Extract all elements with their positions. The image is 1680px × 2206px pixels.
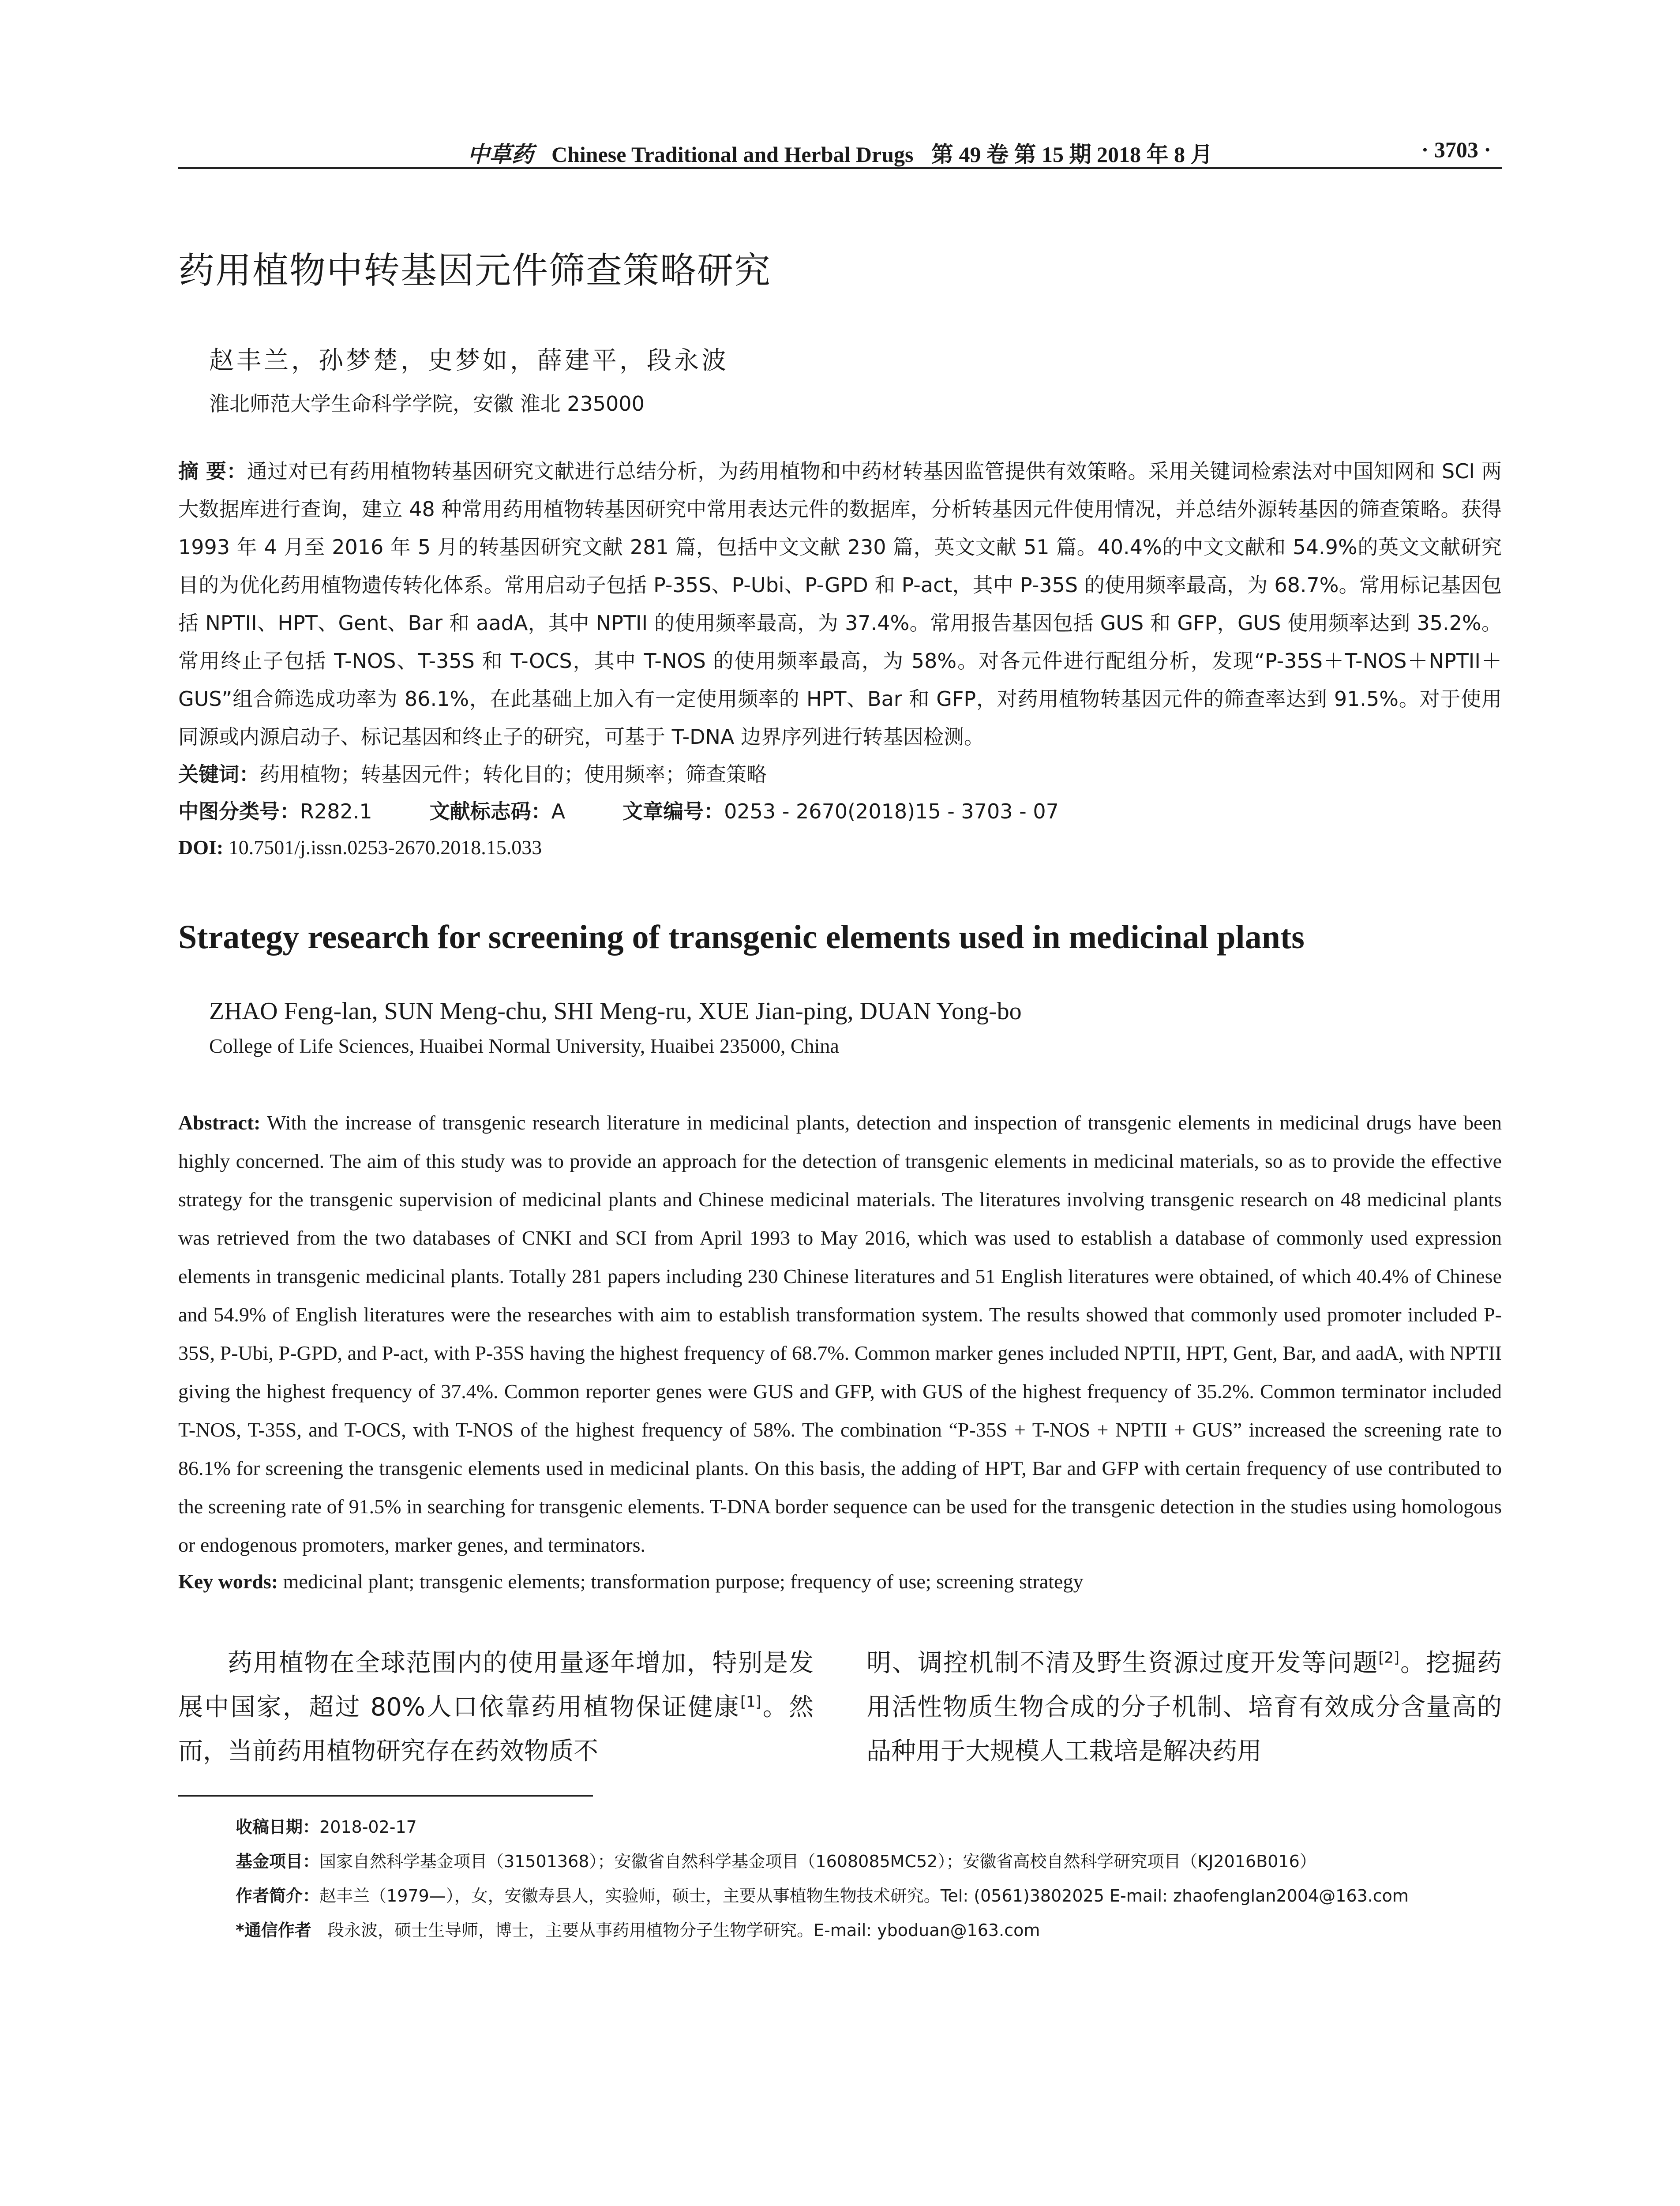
footnote-label: 收稿日期：	[236, 1817, 320, 1837]
running-header-center	[178, 137, 1502, 169]
doc-code-label: 文献标志码：	[429, 799, 551, 823]
body-column-left	[178, 1641, 814, 1774]
body-paragraph	[866, 1641, 1502, 1774]
keywords-cn	[178, 756, 1502, 793]
body-paragraph	[178, 1641, 814, 1774]
keywords-en	[178, 1564, 1502, 1599]
body-columns	[178, 1641, 1502, 1774]
body-column-right	[866, 1641, 1502, 1774]
authors-cn: 赵丰兰，孙梦楚，史梦如，薛建平，段永波	[209, 346, 729, 375]
citation-ref-2[interactable]: [2]	[1378, 1649, 1399, 1666]
abstract-cn-text: 通过对已有药用植物转基因研究文献进行总结分析，为药用植物和中药材转基因监管提供有效策略。采用关键词检索法对中国知网和 SCI 两大数据库进行查询，建立 48 种常用药用植物转基因研究中常用表达元件的数据库，分析转基因元件使用情况，并总结外源转基因的筛查策略。获得 1993 年 4 月至 2016 年 5 月的转基因研究文献 281 篇，包括中文文献 230 篇，英文文献 51 篇。40.4%的中文文献和 54.9%的英文文献研究目的为优化药用植物遗传转化体系。常用启动子包括 P-35S、P-Ubi、P-GPD 和 P-act，其中 P-35S 的使用频率最高，为 68.7%。常用标记基因包括 NPTII、HPT、Gent、Bar 和 aadA，其中 NPTII 的使用频率最高，为 37.4%。常用报告基因包括 GUS 和 GFP，GUS 使用频率达到 35.2%。常用终止子包括 T-NOS、T-35S 和 T-OCS，其中 T-NOS 的使用频率最高，为 58%。对各元件进行配组分析，发现“P-35S＋T-NOS＋NPTII＋GUS”组合筛选成功率为 86.1%，在此基础上加入有一定使用频率的 HPT、Bar 和 GFP，对药用植物转基因元件的筛查率达到 91.5%。对于使用同源或内源启动子、标记基因和终止子的研究，可基于 T-DNA 边界序列进行转基因检测。	[178, 459, 1502, 749]
paper-page	[178, 132, 1502, 1947]
footnote-fund	[236, 1844, 1502, 1879]
body-text: 。然而，当前药用植物研究存在药效物质不	[178, 1693, 814, 1766]
abstract-en-label: Abstract:	[178, 1111, 261, 1134]
keywords-en-text: medicinal plant; transgenic elements; transformation purpose; frequency of use; screening strategy	[283, 1570, 1084, 1593]
journal-issue: 第 49 卷 第 15 期 2018 年 8 月	[931, 142, 1213, 167]
doi-line	[178, 830, 1502, 865]
footnote-label: *通信作者	[236, 1921, 311, 1940]
keywords-en-label: Key words:	[178, 1570, 278, 1593]
abstract-en	[178, 1103, 1502, 1564]
footnote-text: 赵丰兰（1979—），女，安徽寿县人，实验师，硕士，主要从事植物生物技术研究。Tel: (0561)3802025 E-mail: zhaofenglan2004@163.com	[319, 1886, 1409, 1906]
keywords-cn-label: 关键词：	[178, 762, 259, 786]
footnote-label: 基金项目：	[236, 1852, 320, 1871]
footnote-corresponding	[236, 1913, 1502, 1947]
footnote-label: 作者简介：	[236, 1886, 320, 1906]
article-no-value: 0253 - 2670(2018)15 - 3703 - 07	[724, 799, 1059, 823]
footnote-text: 2018-02-17	[319, 1817, 417, 1837]
body-text: 药用植物在全球范围内的使用量逐年增加，特别是发展中国家，超过 80%人口依靠药用植物保证健康	[178, 1649, 814, 1722]
article-no-label: 文章编号：	[622, 799, 724, 823]
authors-en: ZHAO Feng-lan, SUN Meng-chu, SHI Meng-ru, XUE Jian-ping, DUAN Yong-bo	[209, 998, 1022, 1025]
doi-link[interactable]: 10.7501/j.issn.0253-2670.2018.15.033	[228, 836, 542, 859]
abstract-cn-label: 摘 要：	[178, 459, 247, 483]
title-cn: 药用植物中转基因元件筛查策略研究	[178, 250, 772, 292]
footnote-received	[236, 1810, 1502, 1844]
running-header	[178, 132, 1502, 169]
footnote-text: 国家自然科学基金项目（31501368）；安徽省自然科学基金项目（1608085MC52）；安徽省高校自然科学研究项目（KJ2016B016）	[319, 1852, 1316, 1871]
footnote-text: 段永波，硕士生导师，博士，主要从事药用植物分子生物学研究。E-mail: yboduan@163.com	[327, 1921, 1040, 1940]
doi-label: DOI:	[178, 836, 224, 859]
body-text: 明、调控机制不清及野生资源过度开发等问题	[866, 1649, 1379, 1677]
keywords-cn-text: 药用植物；转基因元件；转化目的；使用频率；筛查策略	[259, 762, 767, 786]
abstract-en-text: With the increase of transgenic research literature in medicinal plants, detection and inspection of transgenic elements in medicinal drugs have been highly concerned. The aim of this study was to provide an approach for the detection of transgenic elements in medicinal materials, so as to provide the effective strategy for the transgenic supervision of medicinal plants and Chinese medicinal materials. The literatures involving transgenic research on 48 medicinal plants was retrieved from the two databases of CNKI and SCI from April 1993 to May 2016, which was used to establish a database of commonly used expression elements in transgenic medicinal plants. Totally 281 papers including 230 Chinese literatures and 51 English literatures were obtained, of which 40.4% of Chinese and 54.9% of English literatures were the researches with aim to establish transformation system. The results showed that commonly used promoter included P-35S, P-Ubi, P-GPD, and P-act, with P-35S having the highest frequency of 68.7%. Common marker genes included NPTII, HPT, Gent, Bar, and aadA, with NPTII giving the highest frequency of 37.4%. Common reporter genes were GUS and GFP, with GUS of the highest frequency of 35.2%. Common terminator included T-NOS, T-35S, and T-OCS, with T-NOS of the highest frequency of 58%. The combination “P-35S + T-NOS + NPTII + GUS” increased the screening rate to 86.1% for screening the transgenic elements used in medicinal plants. On this basis, the adding of HPT, Bar and GFP with certain frequency of use contributed to the screening rate of 91.5% in searching for transgenic elements. T-DNA border sequence can be used for the transgenic detection in the studies using homologous or endogenous promoters, marker genes, and terminators.	[178, 1111, 1502, 1556]
body-text: 。挖掘药用活性物质生物合成的分子机制、培育有效成分含量高的品种用于大规模人工栽培是解决药用	[866, 1649, 1502, 1766]
footnotes	[178, 1810, 1502, 1947]
affiliation-en: College of Life Sciences, Huaibei Normal University, Huaibei 235000, China	[209, 1035, 839, 1057]
affiliation-cn: 淮北师范大学生命科学学院，安徽 淮北 235000	[209, 392, 645, 416]
clc-label: 中图分类号：	[178, 799, 300, 823]
footnote-author	[236, 1879, 1502, 1913]
doc-code-value: A	[551, 799, 566, 823]
journal-name-en: Chinese Traditional and Herbal Drugs	[551, 142, 914, 167]
classification-line	[178, 793, 1502, 830]
footnote-divider	[178, 1795, 593, 1797]
abstract-cn	[178, 452, 1502, 756]
citation-ref-1[interactable]: [1]	[740, 1693, 761, 1711]
journal-name-cn: 中草药	[467, 141, 534, 167]
clc-value: R282.1	[300, 799, 372, 823]
page-number: · 3703 ·	[1421, 137, 1491, 162]
title-en: Strategy research for screening of transgenic elements used in medicinal plants	[178, 919, 1305, 956]
